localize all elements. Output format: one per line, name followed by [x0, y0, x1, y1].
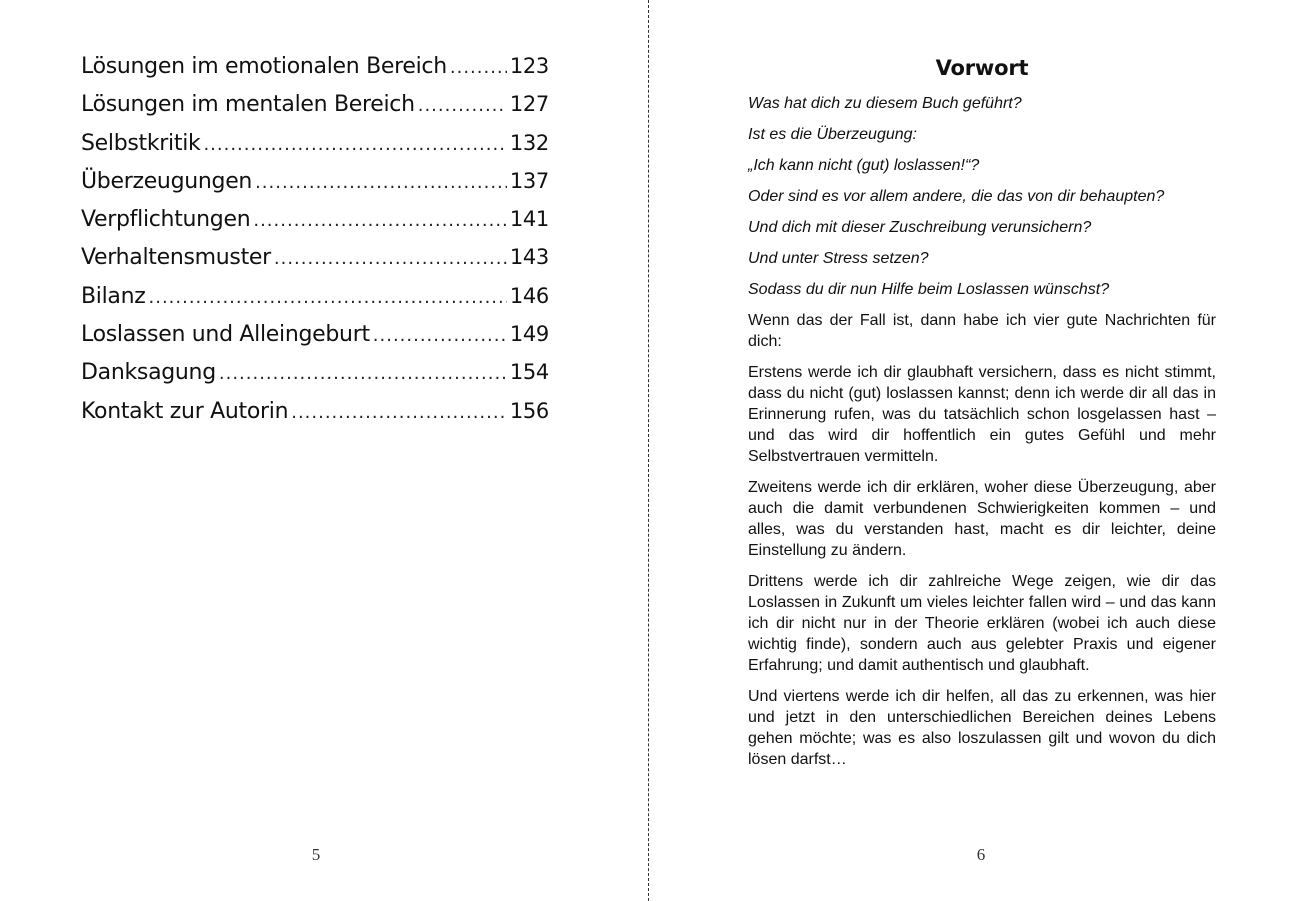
toc-entry-title: Überzeugungen — [81, 168, 253, 194]
toc-entry-page: 156 — [509, 398, 549, 423]
toc-dot-leader — [219, 363, 507, 384]
question-line: Was hat dich zu diesem Buch geführt? — [748, 95, 1022, 112]
toc-dot-leader — [450, 57, 507, 78]
toc-entry-title: Danksagung — [81, 360, 216, 386]
body-paragraph: Drittens werde ich dir zahlreiche Wege zeigen, wie dir das Loslassen in Zukunft um vieles leichter fallen wird – und das kann ich dir nicht nur in der Theorie erklären (wobei ich auch diese wichtig finde), sondern auch aus gelebter Praxis und eigener Erfahrung; und damit authentisch und glaubhaft. — [748, 573, 1216, 674]
toc-entry-page: 137 — [509, 168, 549, 193]
toc-entry-page: 154 — [509, 360, 549, 385]
toc-dot-leader — [274, 248, 507, 269]
toc-dot-leader — [149, 287, 507, 308]
body-paragraph: Wenn das der Fall ist, dann habe ich vier gute Nachrichten für dich: — [748, 312, 1216, 350]
toc-entry[interactable] — [81, 360, 549, 398]
toc-entry[interactable] — [81, 207, 549, 245]
left-page — [0, 0, 648, 901]
toc-entry-page: 143 — [509, 245, 549, 270]
question-line: „Ich kann nicht (gut) loslassen!“? — [748, 157, 980, 174]
toc-dot-leader — [418, 95, 507, 116]
toc-entry-title: Loslassen und Alleingeburt — [81, 322, 370, 348]
toc-entry[interactable] — [81, 92, 549, 130]
toc-entry-page: 132 — [509, 130, 549, 155]
toc-entry-title: Bilanz — [81, 283, 146, 309]
page-fold-divider — [648, 0, 649, 901]
page-number-right: 6 — [976, 845, 986, 864]
page-number-left: 5 — [311, 845, 321, 864]
toc-entry-page: 123 — [509, 54, 549, 78]
toc-dot-leader — [255, 172, 507, 193]
question-line: Ist es die Überzeugung: — [748, 126, 917, 143]
toc-entry[interactable] — [81, 169, 549, 207]
body-paragraph: Und viertens werde ich dir helfen, all das zu erkennen, was hier und jetzt in den unterschiedlichen Bereichen deines Lebens gehen möchte; was es also loszulassen gilt und wovon du dich lösen darfst… — [748, 688, 1216, 768]
toc-entry-title: Lösungen im emotionalen Bereich — [81, 54, 447, 79]
toc-entry-title: Verpflichtungen — [81, 207, 251, 233]
toc-entry-title: Selbstkritik — [81, 130, 201, 156]
toc-dot-leader — [373, 325, 507, 346]
toc-entry-page: 127 — [509, 92, 549, 117]
toc-entry[interactable] — [81, 284, 549, 322]
toc-entry-page: 149 — [509, 322, 549, 347]
toc-entry[interactable] — [81, 399, 549, 437]
toc-entry[interactable] — [81, 322, 549, 360]
toc-entry-page: 141 — [509, 207, 549, 232]
body-paragraph: Zweitens werde ich dir erklären, woher diese Überzeugung, aber auch die damit verbundenen Schwierigkeiten kommen – und alles, was du verstanden hast, macht es dir leichter, deine Einstellung zu ändern. — [748, 479, 1216, 559]
table-of-contents — [81, 54, 549, 437]
toc-entry[interactable] — [81, 54, 549, 92]
toc-entry-title: Kontakt zur Autorin — [81, 398, 289, 424]
toc-entry-title: Verhaltensmuster — [81, 245, 271, 271]
question-line: Und dich mit dieser Zuschreibung verunsichern? — [748, 219, 1092, 236]
toc-dot-leader — [203, 134, 506, 155]
question-line: Und unter Stress setzen? — [748, 250, 929, 267]
question-line: Sodass du dir nun Hilfe beim Loslassen wünschst? — [748, 281, 1110, 298]
foreword-text — [748, 93, 1216, 780]
toc-entry[interactable] — [81, 245, 549, 283]
toc-dot-leader — [253, 210, 506, 231]
toc-entry-title: Lösungen im mentalen Bereich — [81, 92, 415, 118]
right-page — [650, 0, 1299, 901]
toc-dot-leader — [291, 402, 507, 423]
chapter-heading: Vorwort — [935, 56, 1029, 80]
question-line: Oder sind es vor allem andere, die das von dir behaupten? — [748, 188, 1165, 205]
toc-entry[interactable] — [81, 131, 549, 169]
toc-entry-page: 146 — [509, 283, 549, 308]
body-paragraph: Erstens werde ich dir glaubhaft versichern, dass es nicht stimmt, dass du nicht (gut) loslassen kannst; denn ich werde dir all das in Erinnerung rufen, was du tatsächlich schon losgelassen hast – und das wird dir hoffentlich ein gutes Gefühl und mehr Selbstvertrauen vermitteln. — [748, 364, 1216, 465]
